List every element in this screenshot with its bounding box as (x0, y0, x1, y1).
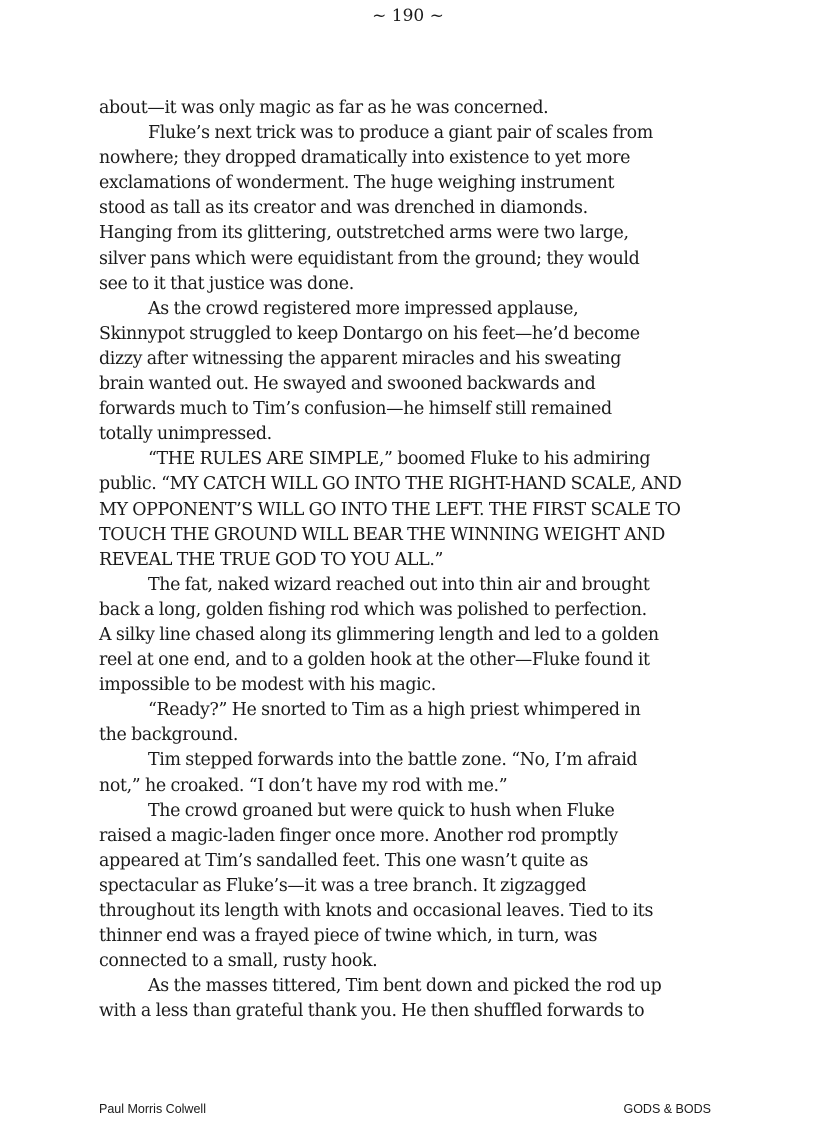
text-line: A silky line chased along its glimmering length and led to a golden (99, 624, 659, 645)
page-number: ~ 190 ~ (372, 6, 444, 26)
text-line: REVEAL THE TRUE GOD TO YOU ALL.” (99, 549, 444, 570)
text-line: appeared at Tim’s sandalled feet. This one wasn’t quite as (99, 850, 589, 871)
text-line: connected to a small, rusty hook. (99, 951, 378, 972)
text-line: The fat, naked wizard reached out into thin air and brought (148, 574, 650, 595)
text-line: TOUCH THE GROUND WILL BEAR THE WINNING WEIGHT AND (99, 524, 665, 545)
text-line: exclamations of wonderment. The huge weighing instrument (99, 173, 615, 194)
text-line: totally unimpressed. (99, 424, 272, 445)
text-line: stood as tall as its creator and was drenched in diamonds. (99, 198, 588, 219)
text-line: see to it that justice was done. (99, 273, 354, 294)
text-line: dizzy after witnessing the apparent miracles and his sweating (99, 348, 622, 369)
text-line: Fluke’s next trick was to produce a giant pair of scales from (148, 123, 653, 144)
text-line: the background. (99, 725, 239, 746)
text-line: about—it was only magic as far as he was concerned. (99, 98, 549, 118)
text-line: Tim stepped forwards into the battle zone. “No, I’m afraid (148, 750, 638, 771)
footer-book-title: GODS & BODS (623, 1102, 711, 1116)
text-line: Skinnypot struggled to keep Dontargo on his feet—he’d become (99, 323, 640, 344)
text-line: forwards much to Tim’s confusion—he himself still remained (99, 399, 612, 420)
body-text (99, 96, 719, 1024)
text-line: thinner end was a frayed piece of twine which, in turn, was (99, 926, 598, 947)
text-line: spectacular as Fluke’s—it was a tree branch. It zigzagged (99, 875, 587, 896)
text-line: raised a magic-laden finger once more. Another rod promptly (99, 825, 618, 846)
text-line: throughout its length with knots and occasional leaves. Tied to its (99, 901, 654, 921)
text-line: impossible to be modest with his magic. (99, 675, 436, 696)
text-line: “THE RULES ARE SIMPLE,” boomed Fluke to his admiring (148, 449, 651, 470)
text-line: public. “MY CATCH WILL GO INTO THE RIGHT-HAND SCALE, AND (99, 474, 682, 495)
text-line: reel at one end, and to a golden hook at the other—Fluke found it (99, 650, 650, 671)
text-line: As the crowd registered more impressed applause, (148, 298, 579, 319)
text-line: MY OPPONENT’S WILL GO INTO THE LEFT. THE FIRST SCALE TO (99, 499, 681, 520)
text-line: Hanging from its glittering, outstretched arms were two large, (99, 223, 629, 244)
text-line: As the masses tittered, Tim bent down and picked the rod up (148, 976, 662, 997)
text-line: brain wanted out. He swayed and swooned backwards and (99, 374, 596, 395)
text-line: not,” he croaked. “I don’t have my rod with me.” (99, 775, 508, 796)
text-line: The crowd groaned but were quick to hush when Fluke (148, 800, 615, 821)
text-line: silver pans which were equidistant from the ground; they would (99, 248, 640, 269)
footer-author: Paul Morris Colwell (99, 1102, 206, 1116)
text-line: with a less than grateful thank you. He then shuffled forwards to (99, 1001, 645, 1022)
text-line: back a long, golden fishing rod which was polished to perfection. (99, 599, 647, 620)
text-line: “Ready?” He snorted to Tim as a high priest whimpered in (148, 700, 641, 721)
text-line: nowhere; they dropped dramatically into existence to yet more (99, 148, 631, 169)
